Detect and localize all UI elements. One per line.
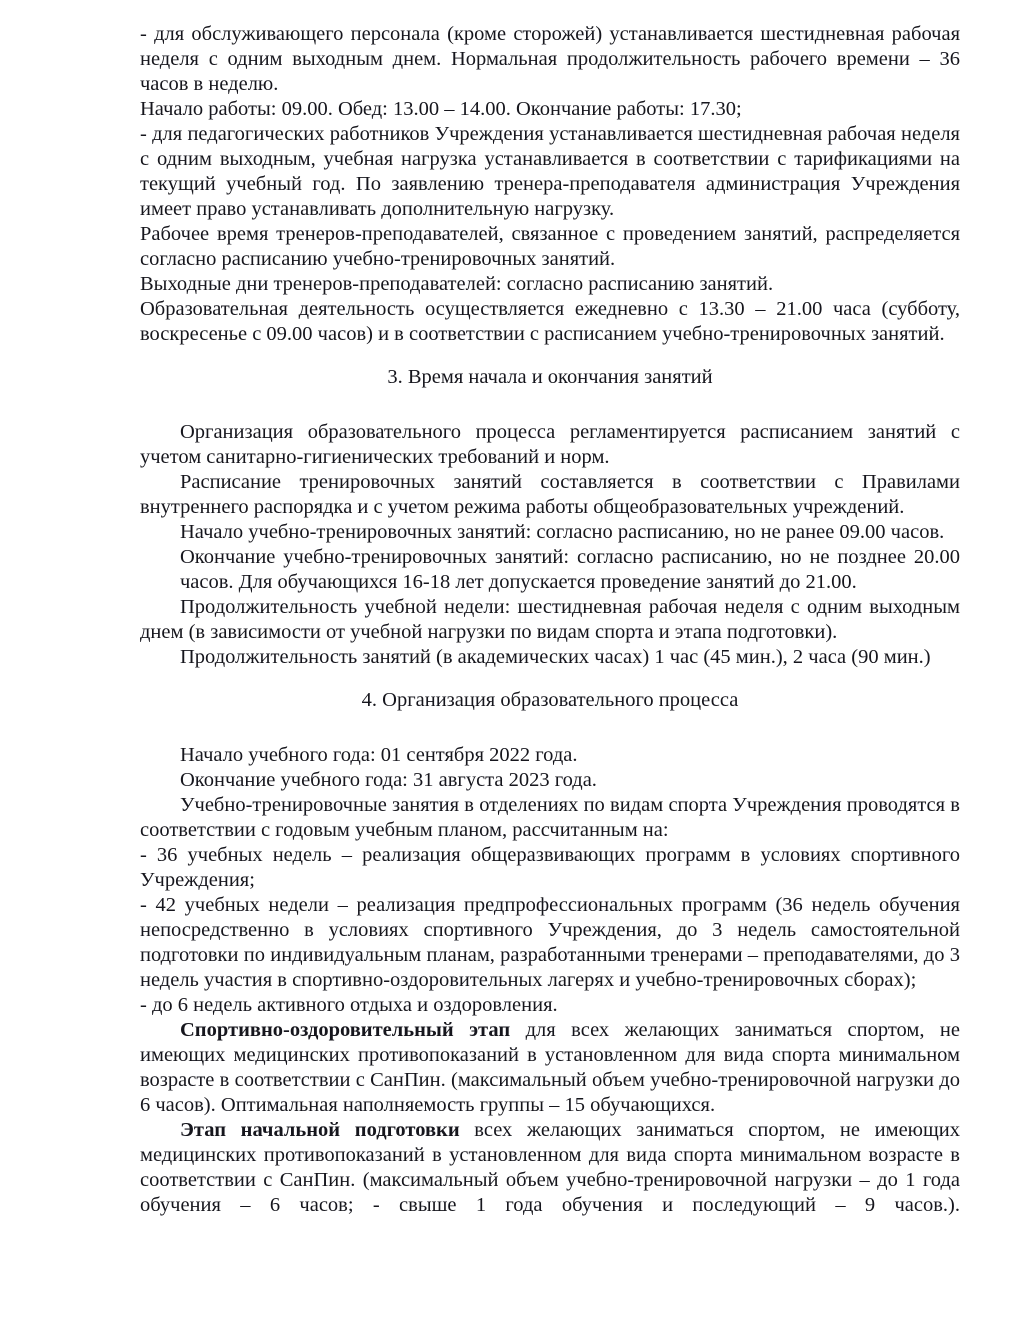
paragraph-school-year-start: Начало учебного года: 01 сентября 2022 года. xyxy=(180,744,578,766)
sport-health-stage-bold-run: Спортивно-оздоровительный этап xyxy=(180,1019,511,1041)
paragraph-training-end: Окончание учебно-тренировочных занятий: согласно расписанию, но не позднее 20.00 часов. Для обучающихся 16-18 лет допускается проведение занятий до 21.00. xyxy=(180,546,960,593)
initial-training-stage-bold-run: Этап начальной подготовки xyxy=(180,1119,460,1141)
paragraph-training-schedule: Расписание тренировочных занятий составляется в соответствии с Правилами внутреннего распорядка и с учетом режима работы общеобразовательных учреждений. xyxy=(140,471,960,518)
initial-training-stage-text-run: всех желающих заниматься спортом, не имеющих медицинских противопоказаний в установленном для вида спорта минимальном возрасте в соответствии с СанПин. (максимальный объем учебно-тренировочной нагрузки – до 1 года обучения – 6 часов; - свыше 1 года обучения и последующий – 9 часов.). xyxy=(140,1119,960,1216)
paragraph-42-weeks-item: - 42 учебных недели – реализация предпрофессиональных программ (36 недель обучения непосредственно в условиях спортивного Учреждения, до 3 недель самостоятельной подготовки по индивидуальным планам, разработанными тренерами – преподавателями, до 3 недель участия в спортивно-оздоровительных лагерях и учебно-тренировочных сборах); xyxy=(140,894,960,991)
section-3-heading: 3. Время начала и окончания занятий xyxy=(387,366,713,388)
paragraph-initial-training-stage xyxy=(140,1118,960,1218)
paragraph-annual-plan-intro: Учебно-тренировочные занятия в отделениях по видам спорта Учреждения проводятся в соответствии с годовым учебным планом, рассчитанным на: xyxy=(140,794,960,841)
paragraph-process-organization: Организация образовательного процесса регламентируется расписанием занятий с учетом санитарно-гигиенических требований и норм. xyxy=(140,421,960,468)
paragraph-pedagogical-staff-week: - для педагогических работников Учреждения устанавливается шестидневная рабочая неделя с одним выходным, учебная нагрузка устанавливается в соответствии с тарификациями на текущий учебный год. По заявлению тренера-преподавателя администрация Учреждения имеет право устанавливать дополнительную нагрузку. xyxy=(140,123,960,220)
paragraph-educational-activity-hours: Образовательная деятельность осуществляется ежедневно с 13.30 – 21.00 часа (субботу, воскресенье с 09.00 часов) и в соответствии с расписанием учебно-тренировочных занятий. xyxy=(140,298,960,345)
section-4-heading: 4. Организация образовательного процесса xyxy=(361,689,739,711)
paragraph-work-hours: Начало работы: 09.00. Обед: 13.00 – 14.00. Окончание работы: 17.30; xyxy=(140,98,742,120)
sport-health-stage-text-run: для всех желающих заниматься спортом, не имеющих медицинских противопоказаний в установленном для вида спорта минимальном возрасте в соответствии с СанПин. (максимальный объем учебно-тренировочной нагрузки до 6 часов). Оптимальная наполняемость группы – 15 обучающихся. xyxy=(140,1019,960,1116)
paragraph-lesson-duration: Продолжительность занятий (в академических часах) 1 час (45 мин.), 2 часа (90 мин.) xyxy=(180,646,931,668)
paragraph-36-weeks-item: - 36 учебных недель – реализация общеразвивающих программ в условиях спортивного Учреждения; xyxy=(140,844,960,891)
paragraph-trainer-days-off: Выходные дни тренеров-преподавателей: согласно расписанию занятий. xyxy=(140,273,774,295)
paragraph-service-staff-week: - для обслуживающего персонала (кроме сторожей) устанавливается шестидневная рабочая неделя с одним выходным днем. Нормальная продолжительность рабочего времени – 36 часов в неделю. xyxy=(140,23,960,95)
paragraph-training-start: Начало учебно-тренировочных занятий: согласно расписанию, но не ранее 09.00 часов. xyxy=(180,521,945,543)
paragraph-study-week-duration: Продолжительность учебной недели: шестидневная рабочая неделя с одним выходным днем (в зависимости от учебной нагрузки по видам спорта и этапа подготовки). xyxy=(140,596,960,643)
paragraph-school-year-end: Окончание учебного года: 31 августа 2023 года. xyxy=(180,769,597,791)
paragraph-sport-health-stage xyxy=(140,1018,960,1118)
paragraph-trainer-work-time: Рабочее время тренеров-преподавателей, связанное с проведением занятий, распределяется согласно расписанию учебно-тренировочных занятий. xyxy=(140,223,960,270)
paragraph-6-weeks-item: - до 6 недель активного отдыха и оздоровления. xyxy=(140,994,558,1016)
